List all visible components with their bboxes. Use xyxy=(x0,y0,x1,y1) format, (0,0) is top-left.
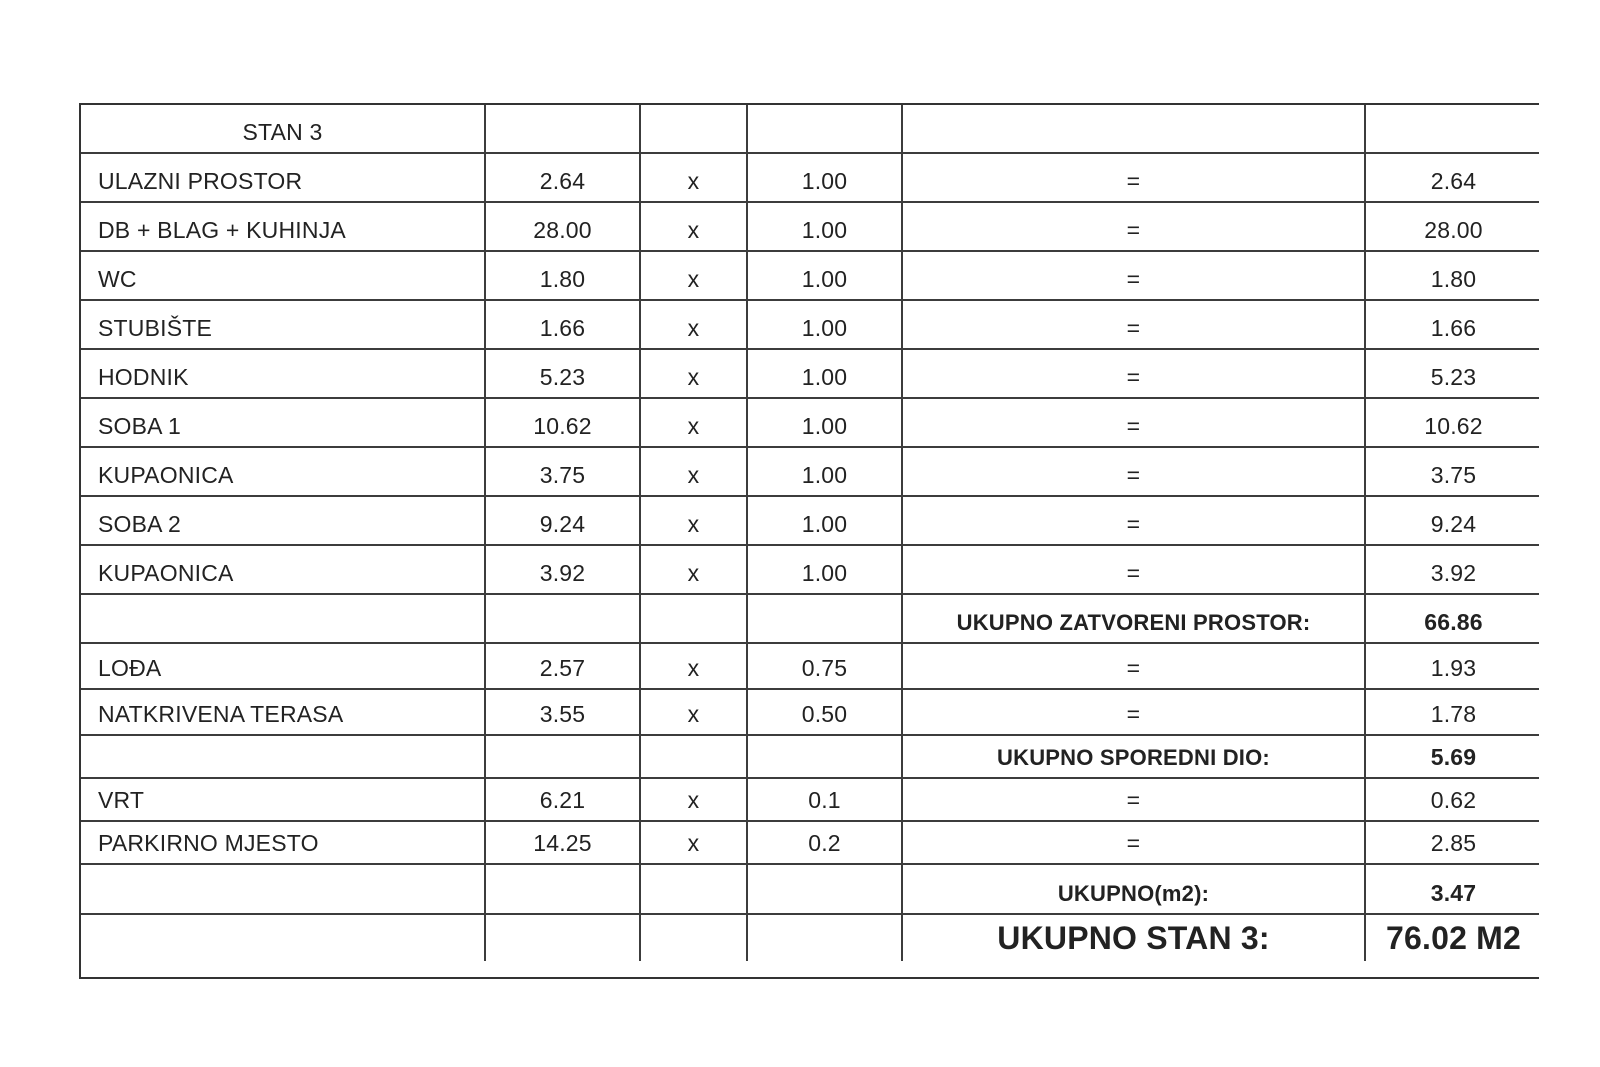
table-row xyxy=(81,203,1539,252)
room-name: KUPAONICA xyxy=(81,546,486,593)
room-result: 0.62 xyxy=(1430,787,1477,813)
equals-sign: = xyxy=(903,154,1366,201)
room-area: 10.62 xyxy=(486,399,641,446)
equals-sign: = xyxy=(903,822,1366,863)
multiply-sign: x xyxy=(641,448,748,495)
empty-cell xyxy=(81,915,486,961)
room-area: 3.75 xyxy=(486,448,641,495)
room-result: 2.64 xyxy=(1430,168,1477,194)
subtotal-closed-value: 66.86 xyxy=(1424,609,1483,635)
multiply-sign: x xyxy=(641,252,748,299)
empty-cell xyxy=(641,865,748,913)
area-factor: 1.00 xyxy=(748,399,903,446)
room-result: 3.75 xyxy=(1430,462,1477,488)
area-calculation-table xyxy=(79,103,1539,979)
empty-cell xyxy=(486,865,641,913)
room-name: LOĐA xyxy=(81,644,486,688)
multiply-sign: x xyxy=(641,301,748,348)
room-result: 1.80 xyxy=(1430,266,1477,292)
table-title: STAN 3 xyxy=(81,105,486,152)
empty-cell xyxy=(903,105,1366,152)
area-factor: 1.00 xyxy=(748,203,903,250)
empty-cell xyxy=(641,736,748,777)
subtotal-secondary-value: 5.69 xyxy=(1430,744,1477,770)
multiply-sign: x xyxy=(641,203,748,250)
equals-sign: = xyxy=(903,399,1366,446)
multiply-sign: x xyxy=(641,690,748,734)
grand-total-value: 76.02 M2 xyxy=(1385,920,1522,956)
subtotal-outdoor-row xyxy=(81,865,1539,915)
equals-sign: = xyxy=(903,497,1366,544)
equals-sign: = xyxy=(903,546,1366,593)
area-factor: 1.00 xyxy=(748,546,903,593)
empty-cell xyxy=(81,865,486,913)
table-row xyxy=(81,779,1539,822)
multiply-sign: x xyxy=(641,546,748,593)
room-result: 5.23 xyxy=(1430,364,1477,390)
multiply-sign: x xyxy=(641,399,748,446)
room-name: HODNIK xyxy=(81,350,486,397)
multiply-sign: x xyxy=(641,497,748,544)
room-name: SOBA 1 xyxy=(81,399,486,446)
table-row xyxy=(81,301,1539,350)
room-name: KUPAONICA xyxy=(81,448,486,495)
room-name: VRT xyxy=(81,779,486,820)
subtotal-closed-row xyxy=(81,595,1539,644)
equals-sign: = xyxy=(903,690,1366,734)
table-row xyxy=(81,690,1539,736)
room-name: NATKRIVENA TERASA xyxy=(81,690,486,734)
room-result: 10.62 xyxy=(1424,413,1483,439)
empty-cell xyxy=(748,915,903,961)
room-name: ULAZNI PROSTOR xyxy=(81,154,486,201)
room-area: 2.57 xyxy=(486,644,641,688)
area-factor: 1.00 xyxy=(748,448,903,495)
equals-sign: = xyxy=(903,644,1366,688)
grand-total-label: UKUPNO STAN 3: xyxy=(903,915,1366,961)
table-row xyxy=(81,399,1539,448)
grand-total-row xyxy=(81,915,1539,961)
equals-sign: = xyxy=(903,350,1366,397)
room-area: 1.66 xyxy=(486,301,641,348)
empty-cell xyxy=(641,915,748,961)
area-factor: 1.00 xyxy=(748,301,903,348)
room-result: 1.93 xyxy=(1430,655,1477,681)
room-result: 1.78 xyxy=(1430,701,1477,727)
empty-cell xyxy=(748,736,903,777)
area-factor: 0.50 xyxy=(748,690,903,734)
room-area: 3.55 xyxy=(486,690,641,734)
empty-cell xyxy=(1366,105,1541,152)
area-factor: 0.1 xyxy=(748,779,903,820)
empty-cell xyxy=(748,595,903,642)
table-row xyxy=(81,497,1539,546)
room-name: PARKIRNO MJESTO xyxy=(81,822,486,863)
room-result: 28.00 xyxy=(1424,217,1483,243)
area-factor: 1.00 xyxy=(748,154,903,201)
room-area: 6.21 xyxy=(486,779,641,820)
subtotal-secondary-label: UKUPNO SPOREDNI DIO: xyxy=(903,736,1366,777)
multiply-sign: x xyxy=(641,822,748,863)
area-factor: 0.2 xyxy=(748,822,903,863)
table-row xyxy=(81,448,1539,497)
area-factor: 1.00 xyxy=(748,252,903,299)
subtotal-closed-label: UKUPNO ZATVORENI PROSTOR: xyxy=(903,595,1366,642)
room-result: 9.24 xyxy=(1430,511,1477,537)
equals-sign: = xyxy=(903,203,1366,250)
room-area: 2.64 xyxy=(486,154,641,201)
subtotal-outdoor-label: UKUPNO(m2): xyxy=(903,865,1366,913)
room-area: 14.25 xyxy=(486,822,641,863)
equals-sign: = xyxy=(903,252,1366,299)
room-area: 28.00 xyxy=(486,203,641,250)
empty-cell xyxy=(748,865,903,913)
subtotal-secondary-row xyxy=(81,736,1539,779)
table-row xyxy=(81,252,1539,301)
room-name: STUBIŠTE xyxy=(81,301,486,348)
table-row xyxy=(81,154,1539,203)
empty-cell xyxy=(486,736,641,777)
room-area: 9.24 xyxy=(486,497,641,544)
equals-sign: = xyxy=(903,448,1366,495)
room-result: 1.66 xyxy=(1430,315,1477,341)
area-factor: 1.00 xyxy=(748,350,903,397)
empty-cell xyxy=(641,595,748,642)
equals-sign: = xyxy=(903,779,1366,820)
table-row xyxy=(81,822,1539,865)
table-row xyxy=(81,546,1539,595)
room-result: 3.92 xyxy=(1430,560,1477,586)
room-area: 1.80 xyxy=(486,252,641,299)
empty-cell xyxy=(486,595,641,642)
room-name: DB + BLAG + KUHINJA xyxy=(81,203,486,250)
empty-cell xyxy=(748,105,903,152)
table-row xyxy=(81,644,1539,690)
empty-cell xyxy=(81,595,486,642)
room-name: WC xyxy=(81,252,486,299)
room-area: 5.23 xyxy=(486,350,641,397)
multiply-sign: x xyxy=(641,779,748,820)
multiply-sign: x xyxy=(641,350,748,397)
empty-cell xyxy=(641,105,748,152)
multiply-sign: x xyxy=(641,644,748,688)
table-row xyxy=(81,350,1539,399)
equals-sign: = xyxy=(903,301,1366,348)
room-result: 2.85 xyxy=(1430,830,1477,856)
empty-cell xyxy=(486,915,641,961)
empty-cell xyxy=(486,105,641,152)
area-factor: 1.00 xyxy=(748,497,903,544)
subtotal-outdoor-value: 3.47 xyxy=(1430,880,1477,906)
empty-cell xyxy=(81,736,486,777)
area-factor: 0.75 xyxy=(748,644,903,688)
room-name: SOBA 2 xyxy=(81,497,486,544)
room-area: 3.92 xyxy=(486,546,641,593)
multiply-sign: x xyxy=(641,154,748,201)
table-title-row xyxy=(81,105,1539,154)
